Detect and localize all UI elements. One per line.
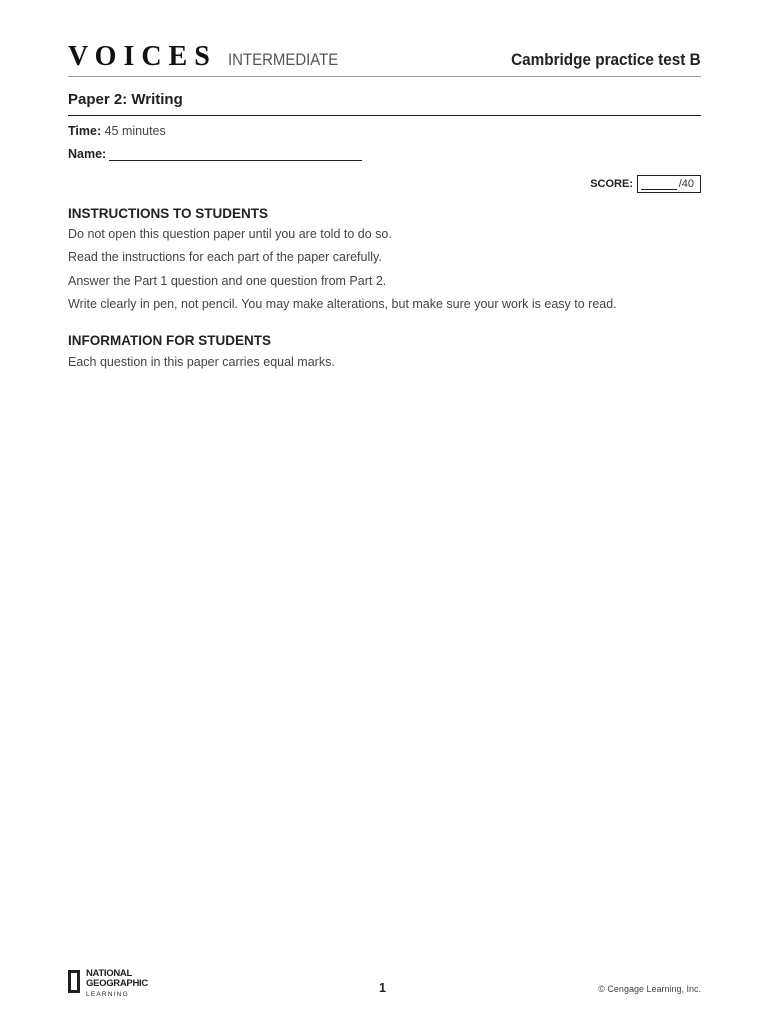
paper-title: Paper 2: Writing: [68, 91, 701, 116]
name-field[interactable]: [109, 148, 362, 161]
worksheet-page: [68, 0, 701, 1024]
instructions-heading: INSTRUCTIONS TO STUDENTS: [68, 206, 269, 221]
score-box[interactable]: [637, 175, 701, 193]
brand-title: VOICES: [68, 41, 217, 72]
score-row: [590, 174, 701, 194]
page-header: [68, 36, 701, 77]
information-heading: INFORMATION FOR STUDENTS: [68, 333, 271, 348]
instruction-line: Do not open this question paper until you are told to do so.: [68, 227, 392, 241]
logo-wordmark: NATIONAL GEOGRAPHIC LEARNING: [86, 968, 148, 998]
time-line: [68, 124, 166, 138]
name-label: Name:: [68, 147, 107, 161]
instruction-line: Read the instructions for each part of the paper carefully.: [68, 250, 382, 264]
instruction-line: Write clearly in pen, not pencil. You may make alterations, but make sure your work is easy to read.: [68, 297, 617, 311]
yellow-frame-icon: [68, 970, 80, 993]
national-geographic-logo: [68, 969, 148, 1003]
score-label: SCORE:: [590, 178, 633, 190]
level-label: INTERMEDIATE: [228, 50, 339, 69]
name-line: [68, 147, 362, 161]
information-line: Each question in this paper carries equal marks.: [68, 355, 335, 369]
score-blank: [641, 179, 677, 190]
time-label: Time:: [68, 124, 102, 138]
instruction-line: Answer the Part 1 question and one question from Part 2.: [68, 274, 387, 288]
test-title: Cambridge practice test B: [511, 50, 701, 69]
copyright-text: © Cengage Learning, Inc.: [598, 984, 701, 994]
score-total: /40: [678, 178, 694, 190]
page-number: 1: [379, 981, 386, 995]
time-value: 45 minutes: [104, 124, 166, 138]
